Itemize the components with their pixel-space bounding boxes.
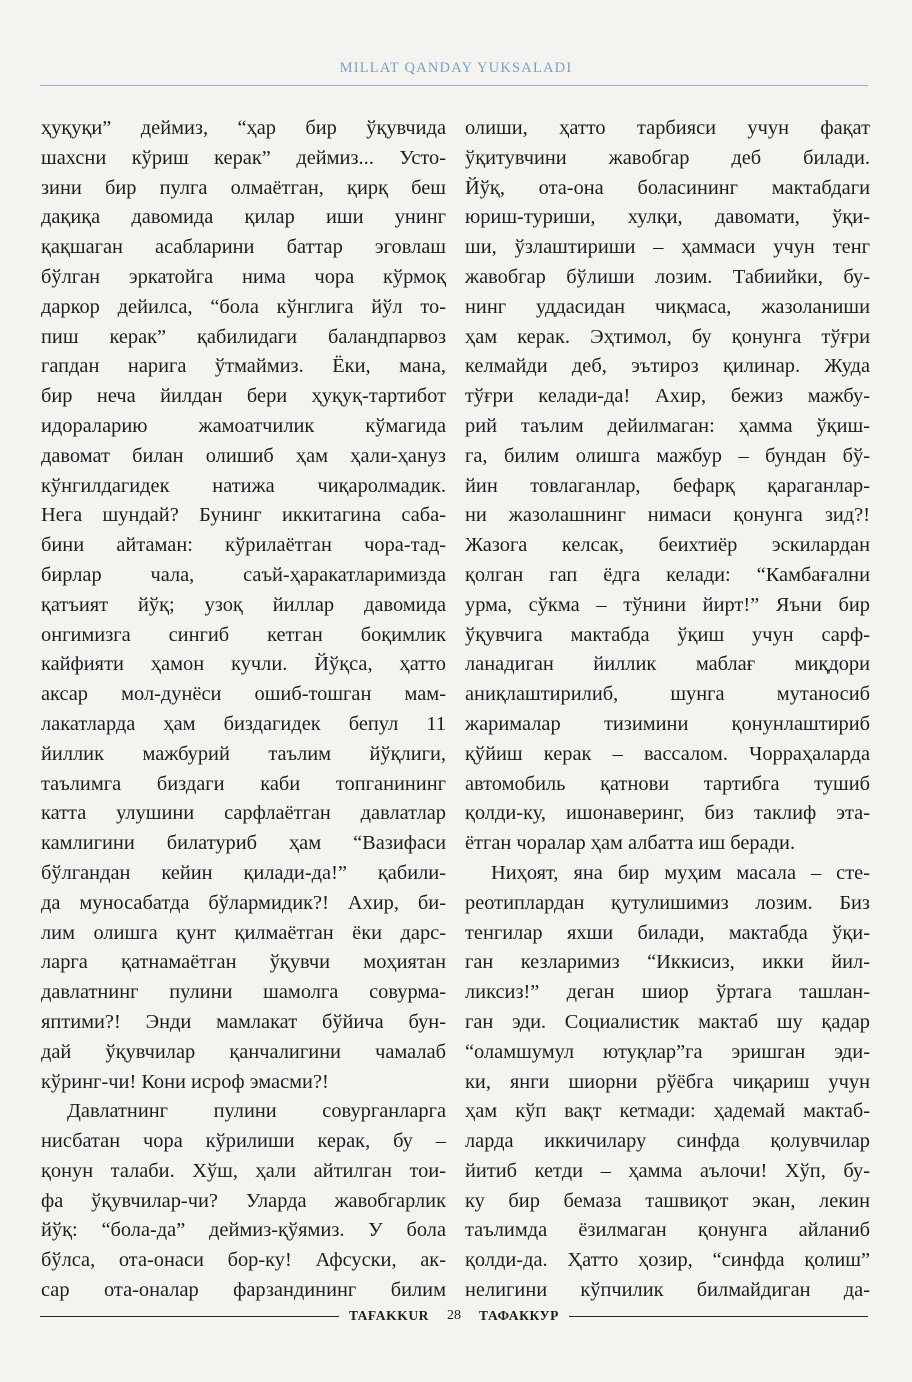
text-line: ўқувчига мактабда ўқиш учун сарф- [465, 623, 870, 646]
text-line: даркор дейилса, “бола кўнглига йўл то- [41, 295, 446, 318]
text-line: таълимда ёзилмаган қонунга айланиб [465, 1219, 870, 1242]
text-line: бўлса, ота-онаси бор-ку! Афсуски, ак- [41, 1249, 446, 1272]
text-line: Давлатнинг пулини совурганларга [67, 1100, 446, 1123]
text-line: га, билим олишга мажбур – бундан бў- [465, 444, 870, 467]
text-line: пиш керак” қабилидаги баландпарвоз [41, 325, 446, 348]
text-line: урма, сўкма – тўнини йирт!” Яъни бир [465, 593, 870, 616]
text-line: ши, ўзлаштириши – ҳаммаси учун тенг [465, 236, 870, 259]
running-header: MILLAT QANDAY YUKSALADI [339, 60, 573, 76]
text-line: ҳуқуқи” деймиз, “ҳар бир ўқувчида [41, 117, 446, 139]
text-line: давлатнинг пулини шамолга совурма- [41, 981, 446, 1004]
text-line: кўнгилдагидек натижа чиқаролмадик. [41, 474, 446, 497]
text-line: лим олишга қунт қилмаётган ёки дарс- [41, 921, 446, 944]
text-line: қолган гап ёдга келади: “Камбағални [465, 563, 870, 586]
text-line: яптими?! Энди мамлакат бўйича бун- [41, 1010, 446, 1033]
text-line: ган эди. Социалистик мактаб шу қадар [465, 1010, 870, 1033]
text-column-left [41, 114, 446, 1306]
text-line: бир неча йилдан бери ҳуқуқ-тартибот [41, 385, 446, 408]
text-line: бўлган эркатойга нима чора кўрмоқ [41, 265, 446, 288]
text-line: лакатларда ҳам биздагидек бепул 11 [41, 712, 446, 735]
text-line: бирлар чала, саъй-ҳаракатларимизда [41, 563, 446, 586]
text-line: жавобгар бўлиши лозим. Табиийки, бу- [465, 265, 870, 288]
text-line: йўқ: “бола-да” деймиз-қўямиз. У бола [41, 1219, 446, 1242]
footer-label-cyrillic: ТАФАККУР [479, 1308, 560, 1323]
text-line: шахсни кўриш керак” деймиз... Усто- [41, 146, 446, 169]
text-line: гапдан нарига ўтмаймиз. Ёки, мана, [41, 355, 446, 378]
text-line: ки, янги шиорни рўёбга чиқариш учун [465, 1070, 870, 1093]
footer-rule-left [40, 1316, 339, 1317]
text-line: камлигини билатуриб ҳам “Вазифаси [41, 832, 446, 855]
text-line: автомобиль қатнови тартибга тушиб [465, 772, 870, 795]
text-line: “оламшумул ютуқлар”га эришган эди- [465, 1040, 870, 1063]
text-line: идораларию жамоатчилик кўмагида [41, 414, 446, 437]
text-line: қатъият йўқ; узоқ йиллар давомида [41, 593, 446, 616]
text-line: Ниҳоят, яна бир муҳим масала – сте- [491, 861, 870, 884]
text-column-right [465, 114, 870, 1306]
text-line: жарималар тизимини қонунлаштириб [465, 712, 870, 735]
text-line: тўғри келади-да! Ахир, бежиз мажбу- [465, 385, 870, 408]
text-line: Нега шундай? Бунинг иккитагина саба- [41, 504, 446, 527]
text-line: олиши, ҳатто тарбияси учун фақат [465, 117, 870, 139]
footer-rule-right [569, 1316, 868, 1317]
text-line: ланадиган йиллик маблағ миқдори [465, 653, 870, 676]
text-line: реотиплардан қутулишимиз лозим. Биз [465, 891, 870, 914]
text-line: қолди-ку, ишонаверинг, биз таклиф эта- [465, 802, 870, 825]
text-line: кўринг-чи! Кони исроф эмасми?! [41, 1070, 329, 1093]
page-footer [40, 1303, 868, 1329]
text-line: қонун талаби. Хўш, ҳали айтилган тои- [41, 1159, 446, 1182]
footer-label-latin: TAFAKKUR [348, 1308, 430, 1323]
text-line: аксар мол-дунёси ошиб-тошган мам- [41, 683, 446, 706]
text-line: рий таълим дейилмаган: ҳамма ўқиш- [465, 414, 870, 437]
text-line: тенгилар яхши билади, мактабда ўқи- [465, 921, 870, 944]
text-line: ликсиз!” деган шиор ўртага ташлан- [465, 981, 870, 1004]
text-line: юриш-туриши, хулқи, давомати, ўқи- [465, 206, 870, 229]
text-line: фа ўқувчилар-чи? Уларда жавобгарлик [41, 1189, 446, 1212]
text-line: да муносабатда бўлармидик?! Ахир, би- [41, 891, 446, 914]
text-line: давомат билан олишиб ҳам ҳали-ҳануз [41, 444, 446, 467]
text-line: ётган чоралар ҳам албатта иш беради. [465, 832, 796, 855]
text-line: ган кезларимиз “Иккисиз, икки йил- [465, 951, 870, 974]
text-line: ку бир бемаза ташвиқот экан, лекин [465, 1189, 870, 1212]
text-line: бўлгандан кейин қилади-да!” қабили- [41, 861, 446, 884]
text-line: бини айтаман: кўрилаётган чора-тад- [41, 534, 446, 557]
text-line: зини бир пулга олмаётган, қирқ беш [41, 176, 446, 199]
text-line: Йўқ, ота-она боласининг мактабдаги [465, 176, 870, 199]
text-line: йин товлаганлар, бефарқ қараганлар- [465, 474, 870, 497]
text-line: нинг уддасидан чиқмаса, жазоланиши [465, 295, 870, 318]
text-line: онгимизга сингиб кетган боқимлик [41, 623, 446, 646]
text-line: ҳам керак. Эҳтимол, бу қонунга тўғри [465, 325, 870, 348]
text-line: сар ота-оналар фарзандининг билим [41, 1279, 446, 1302]
text-line: таълимга биздаги каби топганининг [41, 772, 446, 795]
text-line: қўйиш керак – вассалом. Чорраҳаларда [465, 742, 870, 765]
text-line: келмайди деб, эътироз қилинар. Жуда [465, 355, 870, 378]
text-line: кайфияти ҳамон кучли. Йўқса, ҳатто [41, 653, 446, 676]
text-line: дақиқа давомида қилар иши унинг [41, 206, 446, 229]
text-line: ҳам кўп вақт кетмади: ҳадемай мактаб- [465, 1100, 870, 1123]
text-line: ни жазолашнинг нимаси қонунга зид?! [465, 504, 870, 527]
text-line: ўқитувчини жавобгар деб билади. [465, 146, 870, 169]
text-line: катта улушини сарфлаётган давлатлар [41, 802, 446, 825]
text-line: нисбатан чора кўрилиши керак, бу – [41, 1130, 446, 1153]
header-rule [40, 85, 868, 86]
text-line: дай ўқувчилар қанчалигини чамалаб [41, 1040, 446, 1063]
text-line: йиллик мажбурий таълим йўқлиги, [41, 742, 446, 765]
text-line: нелигини кўпчилик билмайдиган да- [465, 1279, 870, 1302]
page-number: 28 [447, 1308, 462, 1323]
text-line: қолди-да. Ҳатто ҳозир, “синфда қолиш” [465, 1249, 870, 1272]
text-line: ларда иккичилару синфда қолувчилар [465, 1130, 870, 1153]
text-line: йитиб кетди – ҳамма аълочи! Хўп, бу- [465, 1159, 870, 1182]
text-line: Жазога келсак, беихтиёр эскилардан [465, 534, 870, 557]
text-line: ларга қатнамаётган ўқувчи моҳиятан [41, 951, 446, 974]
text-line: қақшаган асабларини баттар эговлаш [41, 236, 446, 259]
text-line: аниқлаштирилиб, шунга мутаносиб [465, 683, 870, 706]
